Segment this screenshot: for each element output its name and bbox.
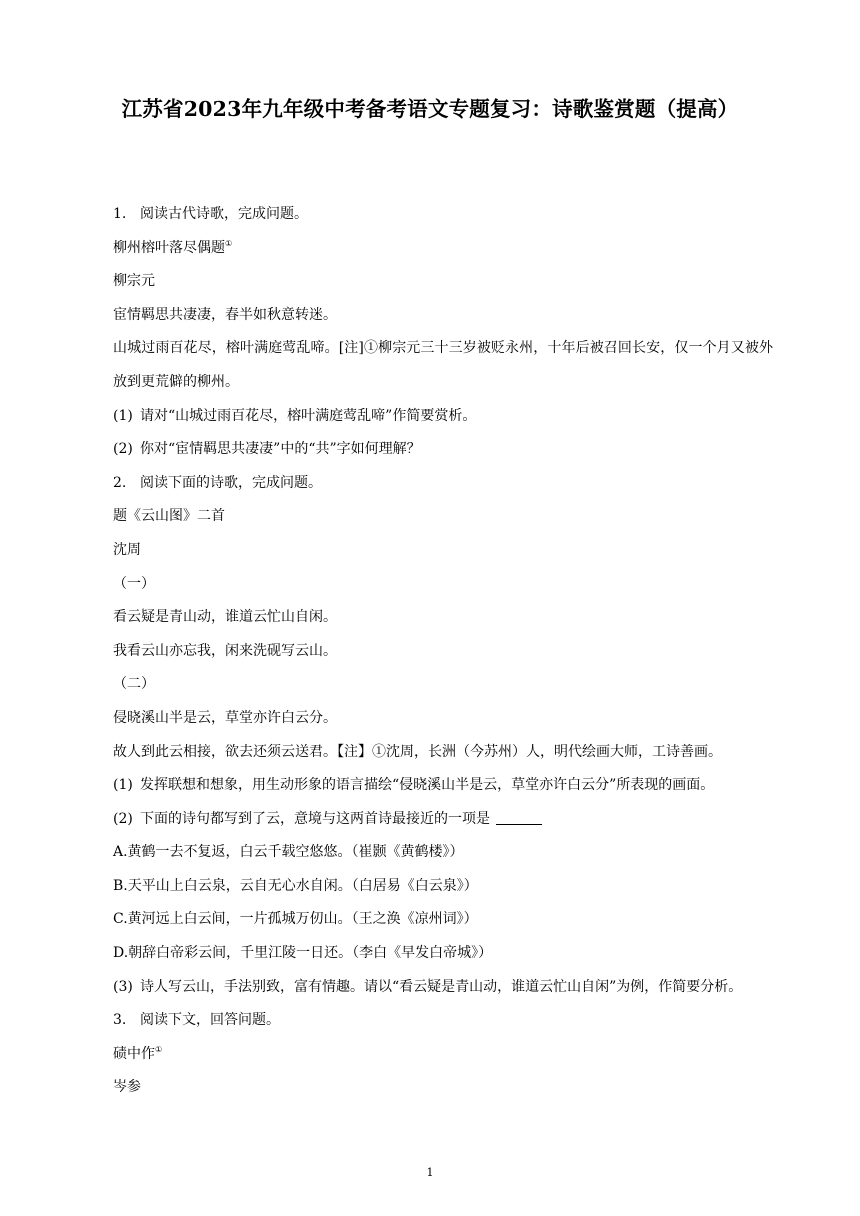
q1-prompt-text: 阅读古代诗歌，完成问题。 xyxy=(140,206,308,222)
q2-part-1-heading: （一） xyxy=(113,575,155,592)
q2-option-c: C.黄河远上白云间，一片孤城万仞山。（王之涣《凉州词》） xyxy=(113,911,478,928)
q2-sub2-text: 下面的诗句都写到了云，意境与这两首诗最接近的一项是 xyxy=(140,810,490,827)
q2-part-2-heading: （二） xyxy=(113,676,155,693)
q1-sub1 xyxy=(113,400,773,434)
q1-prompt xyxy=(113,198,773,232)
q1-number: 1. xyxy=(113,206,127,222)
q1-author: 柳宗元 xyxy=(113,273,155,290)
q2-number: 2. xyxy=(113,474,127,491)
q3-note-mark: ① xyxy=(155,1044,163,1054)
q2-sub3-number: (3) xyxy=(113,978,133,995)
q1-poem-title-line xyxy=(113,232,773,266)
q1-poem-title: 柳州榕叶落尽偶题 xyxy=(113,239,225,256)
page-number: 1 xyxy=(426,1166,434,1179)
q2-prompt xyxy=(113,467,773,501)
q3-poem-title: 碛中作 xyxy=(113,1045,155,1062)
q1-sub2 xyxy=(113,433,773,467)
q2-option-b: B.天平山上白云泉，云自无心水自闲。（白居易《白云泉》） xyxy=(113,877,478,894)
q3-author: 岑参 xyxy=(113,1079,141,1096)
q2-prompt-text: 阅读下面的诗歌，完成问题。 xyxy=(140,474,322,491)
q2-sub2-number: (2) xyxy=(113,810,133,827)
q2-author: 沈周 xyxy=(113,541,141,558)
q1-note-mark: ① xyxy=(225,238,233,248)
q1-sub2-text: 你对“宦情羁思共凄凄”中的“共”字如何理解？ xyxy=(140,441,421,458)
q2-sub3-text: 诗人写云山，手法别致，富有情趣。请以“看云疑是青山动，谁道云忙山自闲”为例，作简要分析。 xyxy=(140,978,743,995)
q2-part1-line-2: 我看云山亦忘我，闲来洗砚写云山。 xyxy=(113,642,337,659)
q3-number: 3. xyxy=(113,1012,127,1029)
q1-poem-line-2-note: 山城过雨百花尽，榕叶满庭莺乱啼。[注]①柳宗元三十三岁被贬永州，十年后被召回长安，仅一个月又被外放到更荒僻的柳州。 xyxy=(113,340,773,390)
q1-sub2-number: (2) xyxy=(113,441,133,458)
q1-sub1-text: 请对“山城过雨百花尽，榕叶满庭莺乱啼”作简要赏析。 xyxy=(140,407,477,424)
q2-sub1 xyxy=(113,769,773,803)
q1-poem-line-1: 宦情羁思共凄凄，春半如秋意转迷。 xyxy=(113,306,337,323)
q2-sub1-number: (1) xyxy=(113,777,133,794)
document-title: 江苏省2023年九年级中考备考语文专题复习：诗歌鉴赏题（提高） xyxy=(121,97,739,121)
q3-prompt xyxy=(113,1004,773,1038)
q2-part1-line-1: 看云疑是青山动，谁道云忙山自闲。 xyxy=(113,609,337,626)
document-body xyxy=(113,198,773,1105)
q3-poem-title-line xyxy=(113,1038,773,1072)
q2-sub2 xyxy=(113,803,773,837)
q3-prompt-text: 阅读下文，回答问题。 xyxy=(140,1012,280,1029)
q2-part2-line-2-note: 故人到此云相接，欲去还须云送君。【注】①沈周，长洲（今苏州）人，明代绘画大师，工诗善画。 xyxy=(113,743,722,760)
q2-option-a: A.黄鹤一去不复返，白云千载空悠悠。（崔颢《黄鹤楼》） xyxy=(113,844,464,861)
q2-sub1-text: 发挥联想和想象，用生动形象的语言描绘“侵晓溪山半是云，草堂亦许白云分”所表现的画面。 xyxy=(140,777,715,794)
q2-option-d: D.朝辞白帝彩云间，千里江陵一日还。（李白《早发白帝城》） xyxy=(113,945,493,962)
q2-sub3 xyxy=(113,971,773,1005)
q2-poem-title: 题《云山图》二首 xyxy=(113,508,225,525)
answer-blank[interactable] xyxy=(496,810,542,825)
q1-sub1-number: (1) xyxy=(113,407,133,424)
q2-part2-line-1: 侵晓溪山半是云，草堂亦许白云分。 xyxy=(113,709,337,726)
